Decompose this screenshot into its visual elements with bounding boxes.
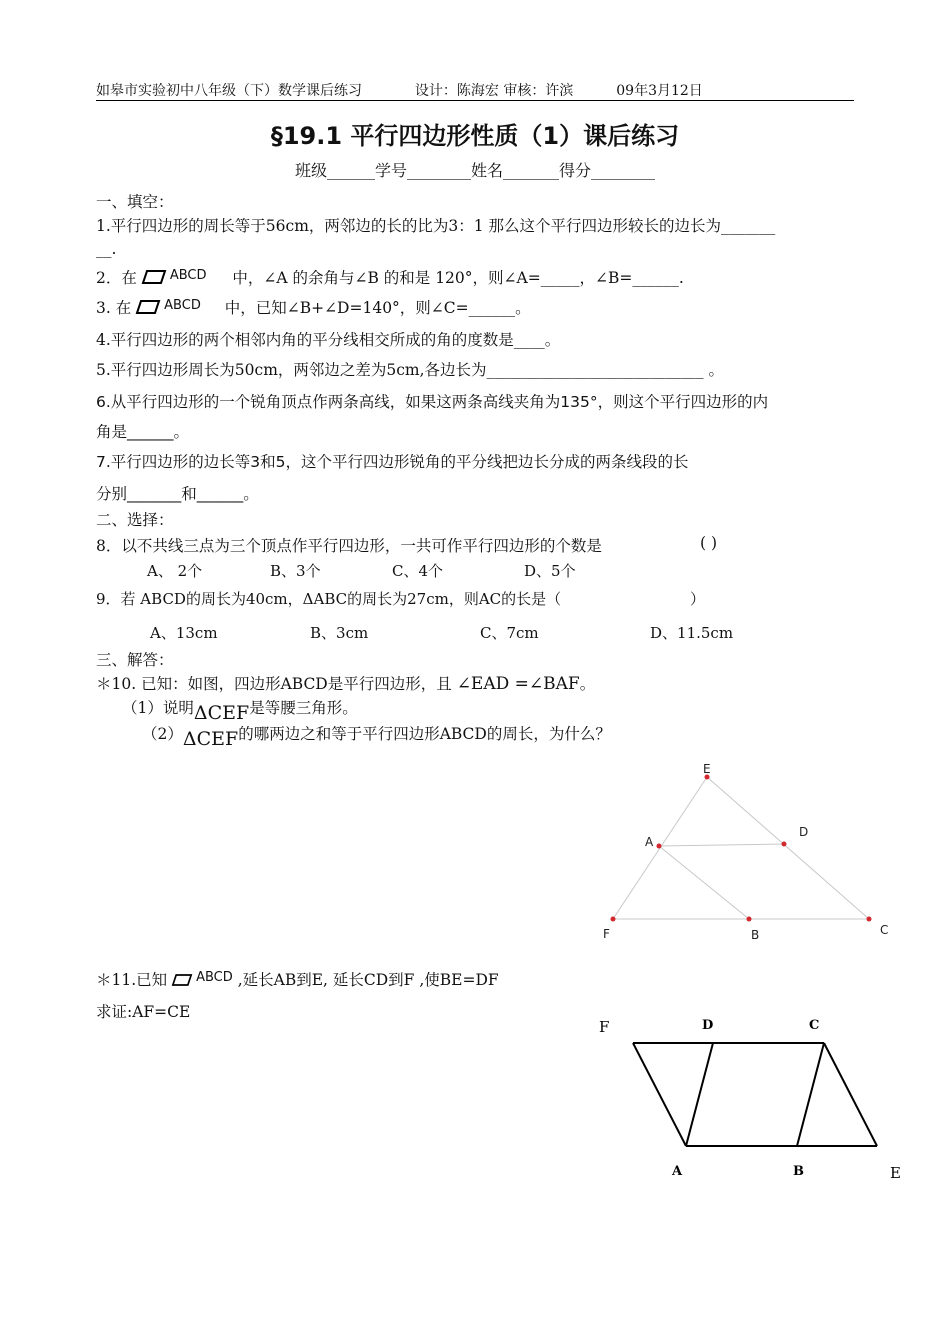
line-ab xyxy=(659,846,749,919)
q9-answer-paren: ） xyxy=(690,590,706,608)
q8-option-b: B、3个 xyxy=(270,562,321,580)
q4: 4.平行四边形的两个相邻内角的平分线相交所成的角的度数是____。 xyxy=(96,331,561,349)
q7-line2: 分别_______和______。 xyxy=(96,485,259,503)
page-header xyxy=(96,80,703,100)
line-af xyxy=(633,1043,686,1146)
label-e: E xyxy=(890,1164,901,1182)
header-rule xyxy=(96,100,854,101)
q9-option-d: D、11.5cm xyxy=(650,624,734,642)
q10-part2-prefix: （2） xyxy=(142,725,183,743)
q8-option-c: C、4个 xyxy=(392,562,444,580)
line-ad xyxy=(659,844,784,846)
q8-option-a: A、 2个 xyxy=(147,562,203,580)
q10-part2 xyxy=(142,722,611,750)
q11 xyxy=(96,968,499,990)
q8: 8．以不共线三点为三个顶点作平行四边形，一共可作平行四边形的个数是 xyxy=(96,537,602,555)
q11-line2: 求证:AF=CE xyxy=(96,1003,191,1021)
label-b: B xyxy=(751,928,760,942)
parallelogram-icon xyxy=(172,974,192,986)
q8-option-d: D、5个 xyxy=(524,562,576,580)
q11-text: ,延长AB到E, 延长CD到F ,使BE=DF xyxy=(237,971,499,989)
q10-part1-triangle: ΔCEF xyxy=(193,702,250,724)
point-a xyxy=(657,844,662,849)
q3-abcd: ABCD xyxy=(164,298,201,313)
label-c: C xyxy=(809,1018,820,1033)
line-ce xyxy=(824,1043,877,1146)
point-f xyxy=(611,917,616,922)
q7-line1: 7.平行四边形的边长等3和5，这个平行四边形锐角的平分线把边长分成的两条线段的长 xyxy=(96,453,689,471)
line-bc xyxy=(797,1043,824,1146)
q1-line2: __. xyxy=(96,240,117,258)
figure-parallelogram-afce xyxy=(590,1010,920,1190)
q2-text: 中，∠A 的余角与∠B 的和是 120°，则∠A=_____，∠B=______. xyxy=(232,269,684,287)
label-a: A xyxy=(645,835,654,849)
header-designer: 设计：陈海宏 审核：许滨 xyxy=(414,83,574,99)
header-school: 如皋市实验初中八年级（下）数学课后练习 xyxy=(96,83,362,99)
q10-text: ＊10. 已知：如图，四边形ABCD是平行四边形，且 xyxy=(96,675,452,693)
q11-abcd: ABCD xyxy=(196,970,233,985)
q1-line1: 1.平行四边形的周长等于56cm，两邻边的长的比为3：1 那么这个平行四边形较长的边长为_______ xyxy=(96,217,776,235)
q10-part2-text: 的哪两边之和等于平行四边形ABCD的周长，为什么？ xyxy=(238,725,611,743)
section1-heading: 一、填空： xyxy=(96,193,174,211)
q10-part1-text: 是等腰三角形。 xyxy=(249,699,358,717)
label-b: B xyxy=(793,1164,804,1179)
label-f: F xyxy=(603,927,610,941)
label-d: D xyxy=(702,1018,714,1033)
line-ad xyxy=(686,1043,713,1146)
q6-line2: 角是______。 xyxy=(96,423,190,441)
label-d: D xyxy=(799,825,809,839)
q10-part2-triangle: ΔCEF xyxy=(182,728,239,750)
figure-triangle-cef xyxy=(590,755,910,955)
parallelogram-icon xyxy=(136,300,160,314)
parallelogram-icon xyxy=(142,270,166,284)
label-e: E xyxy=(703,762,711,776)
point-d xyxy=(782,842,787,847)
q5: 5.平行四边形周长为50cm，两邻边之差为5cm,各边长为____________________________ 。 xyxy=(96,361,724,379)
q9-option-a: A、13cm xyxy=(150,624,218,642)
student-fields: 班级______学号________姓名_______得分________ xyxy=(294,161,655,180)
q2-prefix: 2．在 xyxy=(96,269,137,287)
label-a: A xyxy=(672,1164,683,1179)
q3-prefix: 3. 在 xyxy=(96,299,132,317)
q2-abcd: ABCD xyxy=(169,268,207,283)
q10-part1-prefix: （1）说明 xyxy=(122,699,194,717)
label-f: F xyxy=(599,1018,610,1036)
q10 xyxy=(96,672,595,694)
point-b xyxy=(747,917,752,922)
section2-heading: 二、选择： xyxy=(96,511,174,529)
q3 xyxy=(96,296,531,318)
q11-prefix: ＊11.已知 xyxy=(96,971,168,989)
q10-end: 。 xyxy=(579,675,596,693)
section3-heading: 三、解答： xyxy=(96,651,174,669)
line-ec xyxy=(707,777,869,919)
q9-option-c: C、7cm xyxy=(480,624,539,642)
q6-line1: 6.从平行四边形的一个锐角顶点作两条高线，如果这两条高线夹角为135°，则这个平行四边形的内 xyxy=(96,393,769,411)
q10-part1 xyxy=(122,696,358,724)
q10-formula: ∠EAD =∠BAF xyxy=(456,674,580,694)
label-c: C xyxy=(880,923,889,937)
q8-answer-paren: ( ) xyxy=(700,534,718,552)
q3-text: 中，已知∠B+∠D=140°，则∠C=______。 xyxy=(224,299,531,317)
q9: 9．若 ABCD的周长为40cm，ΔABC的周长为27cm，则AC的长是（ xyxy=(96,590,562,608)
header-date: 09年3月12日 xyxy=(616,83,703,99)
page-title: §19.1 平行四边形性质（1）课后练习 xyxy=(270,122,680,150)
point-c xyxy=(867,917,872,922)
q9-option-b: B、3cm xyxy=(310,624,369,642)
q2 xyxy=(96,266,684,288)
